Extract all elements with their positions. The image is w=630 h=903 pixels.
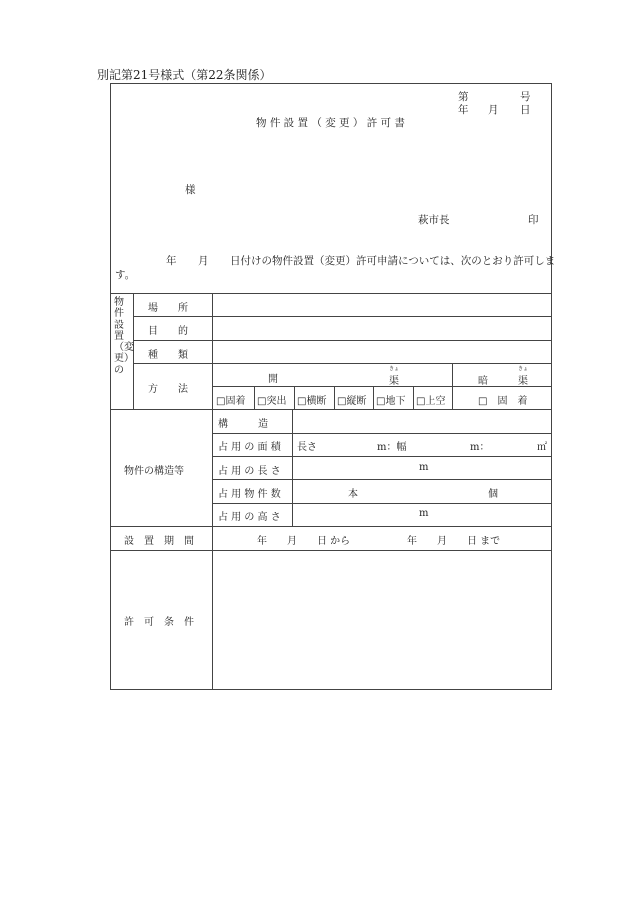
grid-line: [294, 386, 295, 409]
height-label: 占 用 の 高 さ: [218, 512, 281, 523]
count-unit-items: 個: [488, 489, 498, 500]
option-underground: □地下: [376, 396, 406, 407]
number-prefix: 第: [458, 91, 469, 103]
length-label: 占 用 の 長 さ: [218, 466, 281, 477]
length-unit: m: [419, 462, 429, 473]
document-title: 物 件 設 置 （ 変 更 ） 許 可 書: [256, 117, 405, 129]
grid-line: [452, 363, 453, 409]
option-longitudinal: □縦断: [337, 396, 367, 407]
grid-line: [133, 363, 552, 364]
method-label: 方 法: [148, 384, 188, 395]
date-year: 年: [458, 104, 469, 116]
closed-channel-char: 渠: [518, 376, 528, 387]
height-unit: m: [419, 508, 429, 519]
grid-line: [413, 386, 414, 409]
type-label: 種 類: [148, 350, 188, 361]
grid-line: [373, 386, 374, 409]
conditions-label: 許 可 条 件: [124, 617, 194, 628]
grid-line: [334, 386, 335, 409]
area-m: m：: [470, 442, 490, 453]
area-label: 占 用 の 面 積: [218, 442, 281, 453]
count-unit-pieces: 本: [348, 489, 358, 500]
option-protrusion: □突出: [257, 396, 287, 407]
recipient-honorific: 様: [185, 184, 196, 196]
grid-line: [212, 503, 552, 504]
body-month: 月: [198, 255, 209, 267]
grid-line: [133, 340, 552, 341]
structure-group-label: 物件の構造等: [124, 466, 184, 477]
body-text-line2: す。: [115, 269, 136, 281]
option-crossing: □横断: [297, 396, 327, 407]
channel-ruby: きょ: [518, 366, 529, 372]
channel-ruby: きょ: [389, 366, 400, 372]
closed-channel-label: 暗: [478, 376, 488, 387]
seal-mark: 印: [528, 214, 539, 226]
body-text-line1: 日付けの物件設置（変更）許可申請については、次のとおり許可しま: [230, 255, 556, 267]
grid-line: [212, 456, 552, 457]
option-fixed: □固着: [216, 396, 246, 407]
grid-line: [212, 293, 213, 690]
grid-line: [212, 433, 552, 434]
option-overhead: □上空: [416, 396, 446, 407]
form-caption: 別記第21号様式（第22条関係）: [97, 68, 272, 82]
grid-line: [254, 386, 255, 409]
period-from: 年 月 日 から: [257, 536, 351, 547]
place-label: 場 所: [148, 303, 188, 314]
structure-label: 構 造: [218, 419, 268, 430]
installation-label: 物件設置（変更）の: [114, 297, 134, 376]
area-width: m：幅: [377, 442, 407, 453]
period-label: 設 置 期 間: [124, 536, 194, 547]
period-to: 年 月 日 まで: [407, 536, 501, 547]
grid-line: [133, 316, 552, 317]
grid-line: [110, 293, 552, 294]
grid-line: [292, 409, 293, 526]
number-suffix: 号: [520, 91, 531, 103]
open-channel-char: 渠: [389, 376, 399, 387]
open-channel-label: 開: [268, 374, 278, 385]
count-label: 占 用 物 件 数: [218, 489, 281, 500]
grid-line: [212, 386, 552, 387]
purpose-label: 目 的: [148, 326, 188, 337]
grid-line: [110, 526, 552, 527]
body-year: 年: [166, 255, 177, 267]
grid-line: [110, 409, 552, 410]
date-day: 日: [520, 104, 531, 116]
area-m2: ㎡: [537, 442, 547, 453]
option-closed-fixed: □ 固 着: [478, 396, 528, 407]
grid-line: [110, 550, 552, 551]
date-month: 月: [488, 104, 499, 116]
grid-line: [212, 479, 552, 480]
area-length: 長さ: [297, 442, 317, 453]
issuer-name: 萩市長: [418, 214, 450, 226]
